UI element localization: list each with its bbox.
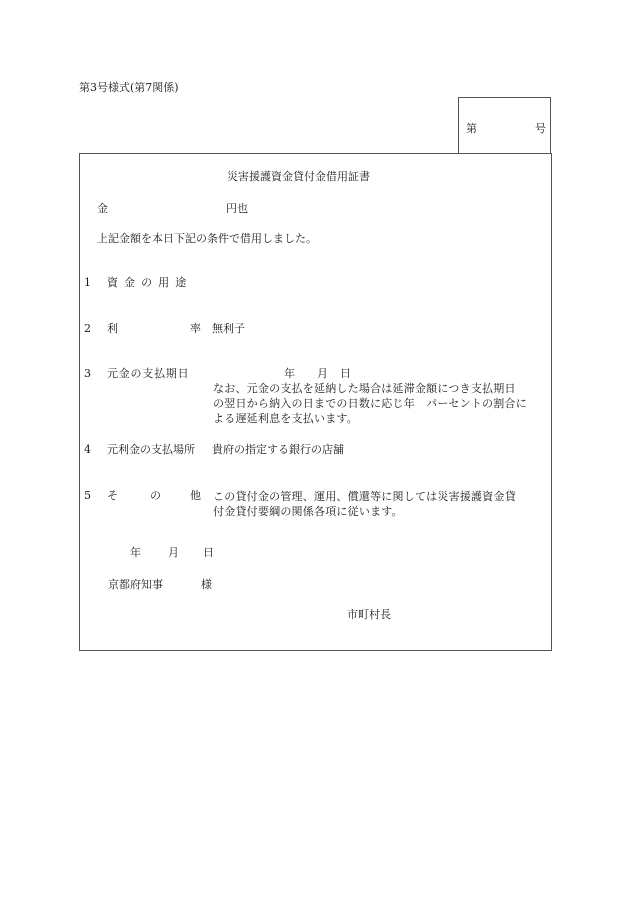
other-terms-note: この貸付金の管理、運用、償還等に関しては災害援護資金貸 付金貸付要綱の関係各項に従います。 (213, 490, 516, 518)
item-label-other-a: そ (107, 489, 118, 502)
amount-prefix: 金 (97, 202, 108, 215)
item-label-purpose: 資金の用途 (107, 276, 193, 289)
late-interest-note: なお、元金の支払を延納した場合は延滞金額につき支払期日 の翌日から納入の日までの日数に応じ年 パーセントの割合に よる遅延利息を支払います。 (213, 382, 527, 425)
item-number-4: 4 (84, 443, 91, 456)
item-number-2: 2 (84, 322, 91, 335)
number-suffix: 号 (535, 122, 546, 135)
item-label-payment-place: 元利金の支払場所 (107, 443, 195, 456)
item-value-payment-place: 貴府の指定する銀行の店舗 (212, 443, 344, 456)
document-title: 災害援護資金貸付金借用証書 (227, 170, 370, 183)
item-label-other-b: の (150, 489, 161, 502)
certificate-number-box (458, 97, 551, 154)
item-label-other-c: 他 (190, 489, 201, 502)
item-number-5: 5 (84, 489, 91, 502)
signer-title: 市町村長 (347, 608, 391, 621)
issue-date-year: 年 (130, 546, 141, 559)
item-label-due-date: 元金の支払期日 (107, 367, 190, 380)
addressee-name: 京都府知事 (108, 578, 163, 591)
form-number: 第3号様式(第7関係) (79, 81, 179, 94)
number-prefix: 第 (466, 122, 477, 135)
borrow-statement: 上記金額を本日下記の条件で借用しました。 (97, 232, 317, 245)
item-number-1: 1 (84, 276, 91, 289)
due-date-day: 日 (340, 367, 351, 380)
due-date-month: 月 (317, 367, 328, 380)
item-label-rate-right: 率 (190, 322, 201, 335)
item-label-rate-left: 利 (107, 322, 118, 335)
due-date-year: 年 (284, 367, 295, 380)
item-number-3: 3 (84, 367, 91, 380)
addressee-honorific: 様 (201, 578, 212, 591)
issue-date-day: 日 (203, 546, 214, 559)
issue-date-month: 月 (168, 546, 179, 559)
amount-suffix: 円也 (226, 202, 248, 215)
item-value-rate: 無利子 (212, 322, 245, 335)
